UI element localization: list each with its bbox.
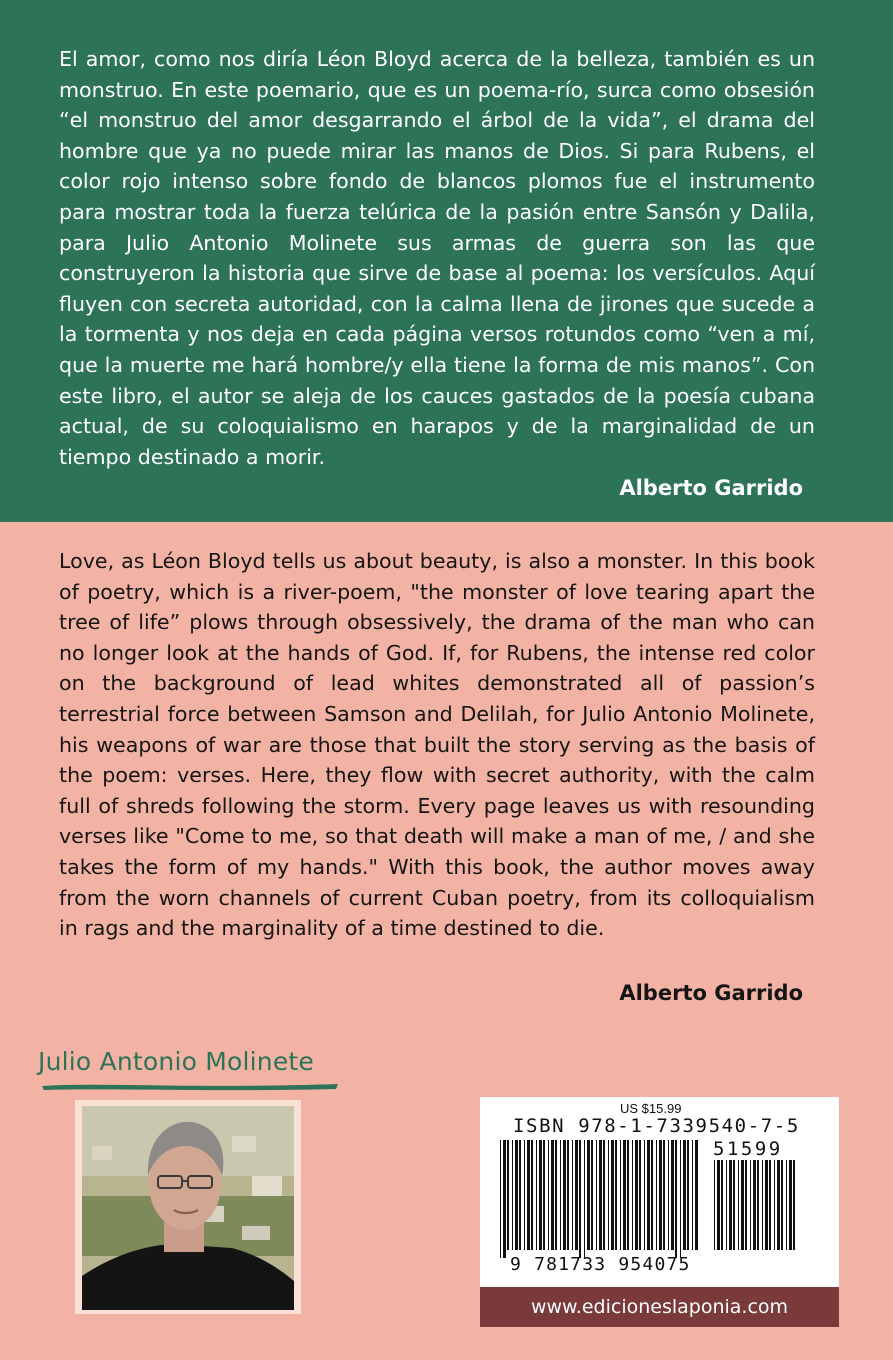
barcode-bar (519, 1140, 521, 1250)
barcode-bar (656, 1140, 657, 1250)
barcode-bar (524, 1140, 525, 1250)
barcode-bar (599, 1140, 602, 1250)
barcode-bar (620, 1140, 621, 1250)
barcode-bar (714, 1160, 715, 1250)
brush-stroke-underline (40, 1080, 340, 1092)
barcode-bar (651, 1140, 653, 1250)
barcode-bar (789, 1160, 792, 1250)
barcode-bar (579, 1140, 581, 1258)
barcode-bar (627, 1140, 629, 1250)
barcode-bar (548, 1140, 549, 1250)
addon-barcode (714, 1160, 800, 1258)
english-blurb-signature: Alberto Garrido (619, 981, 803, 1005)
barcode-bar (635, 1140, 638, 1250)
barcode-bar (668, 1140, 669, 1250)
barcode-bar (786, 1160, 787, 1250)
barcode-bar (500, 1140, 501, 1258)
barcode-bar (745, 1160, 747, 1250)
ean-digits: 9 781733 954075 (510, 1254, 691, 1275)
barcode-bar (515, 1140, 518, 1250)
barcode-bar (584, 1140, 585, 1258)
barcode-bar (632, 1140, 633, 1250)
barcode-bar (721, 1160, 723, 1250)
barcode-bar (757, 1160, 759, 1250)
barcode-addon-digits: 51599 (713, 1138, 783, 1160)
barcode-bar (717, 1160, 720, 1250)
barcode-bar (738, 1160, 739, 1250)
barcode-bar (551, 1140, 554, 1250)
barcode-bar (769, 1160, 771, 1250)
barcode-bar (543, 1140, 545, 1250)
barcode-bar (671, 1140, 674, 1250)
barcode-bar (659, 1140, 662, 1250)
barcode-bar (536, 1140, 537, 1250)
barcode-bar (793, 1160, 795, 1250)
barcode-bar (733, 1160, 735, 1250)
isbn-label: ISBN 978-1-7339540-7-5 (513, 1115, 800, 1137)
price-label: US $15.99 (620, 1101, 682, 1116)
english-blurb-text: Love, as Léon Bloyd tells us about beauty, is also a monster. In this book of poetry, which is a river-poem, "the monster of love tearing apart the tree of life” plows through obsessively, the drama of the man who can no longer look at the hands of God. If, for Rubens, the intense red color on the background of lead whites demonstrated all of passion’s terrestrial force between Samson and Delilah, for Julio Antonio Molinete, his weapons of war are those that built the story serving as the basis of the poem: verses. Here, they flow with secret authority, with the calm full of shreds following the storm. Every page leaves us with resounding verses like "Come to me, so that death will make a man of me, / and she takes the form of my hands." With this book, the author moves away from the worn channels of current Cuban poetry, from its colloquialism in rags and the marginality of a time destined to die. (59, 549, 815, 941)
spanish-blurb-signature: Alberto Garrido (619, 476, 803, 500)
spanish-blurb-text: El amor, como nos diría Léon Bloyd acerca de la belleza, también es un monstruo. En este poemario, que es un poema-río, surca como obsesión “el monstruo del amor desgarrando el árbol de la vida”, el drama del hombre que ya no puede mirar las manos de Dios. Si para Rubens, el color rojo intenso sobre fondo de blancos plomos fue el instrumento para mostrar toda la fuerza telúrica de la pasión entre Sansón y Dalila, para Julio Antonio Molinete sus armas de guerra son las que construyeron la historia que sirve de base al poema: los versículos. Aquí fluyen con secreta autoridad, con la calma llena de jirones que sucede a la tormenta y nos deja en cada página versos rotundos como “ven a mí, que la muerte me hará hombre/y ella tiene la forma de mis manos”. Con este libro, el autor se aleja de los cauces gastados de la poesía cubana actual, de su coloquialismo en harapos y de la marginalidad de un tiempo destinado a morir. (59, 47, 815, 469)
barcode-bar (644, 1140, 645, 1250)
barcode-bar (560, 1140, 561, 1250)
barcode-bar (603, 1140, 605, 1250)
barcode-bar (687, 1140, 689, 1250)
barcode-bar (591, 1140, 593, 1250)
barcode-bar (575, 1140, 578, 1250)
barcode-bar (777, 1160, 780, 1250)
barcode-bar (555, 1140, 557, 1250)
barcode-bar (765, 1160, 768, 1250)
barcode-bar (623, 1140, 626, 1250)
barcode-bar (675, 1140, 677, 1258)
author-name: Julio Antonio Molinete (38, 1047, 314, 1076)
ean-barcode (500, 1140, 700, 1258)
barcode-bar (741, 1160, 744, 1250)
barcode-bar (663, 1140, 665, 1250)
barcode-bar (503, 1140, 506, 1258)
barcode-bar (587, 1140, 590, 1250)
barcode-bar (531, 1140, 533, 1250)
barcode-bar (572, 1140, 573, 1250)
barcode-bar (762, 1160, 763, 1250)
barcode-bar (726, 1160, 727, 1250)
barcode-bar (695, 1140, 698, 1250)
barcode-bar (680, 1140, 681, 1258)
barcode-bar (774, 1160, 775, 1250)
publisher-website: www.edicioneslaponia.com (530, 1296, 789, 1318)
barcode-bar (781, 1160, 783, 1250)
barcode-bar (608, 1140, 609, 1250)
barcode-bar (567, 1140, 569, 1250)
barcode-bar (611, 1140, 614, 1250)
barcode-bar (750, 1160, 751, 1250)
barcode-bar (563, 1140, 566, 1250)
barcode-bar (692, 1140, 693, 1250)
barcode-bar (647, 1140, 650, 1250)
barcode-bar (639, 1140, 641, 1250)
barcode-bar (729, 1160, 732, 1250)
author-photo (82, 1106, 294, 1310)
barcode-bar (527, 1140, 530, 1250)
barcode-bar (539, 1140, 542, 1250)
barcode-bar (615, 1140, 617, 1250)
barcode-bar (512, 1140, 513, 1250)
barcode-bar (683, 1140, 686, 1250)
barcode-bar (596, 1140, 597, 1250)
barcode-bar (507, 1140, 509, 1250)
barcode-bar (753, 1160, 756, 1250)
